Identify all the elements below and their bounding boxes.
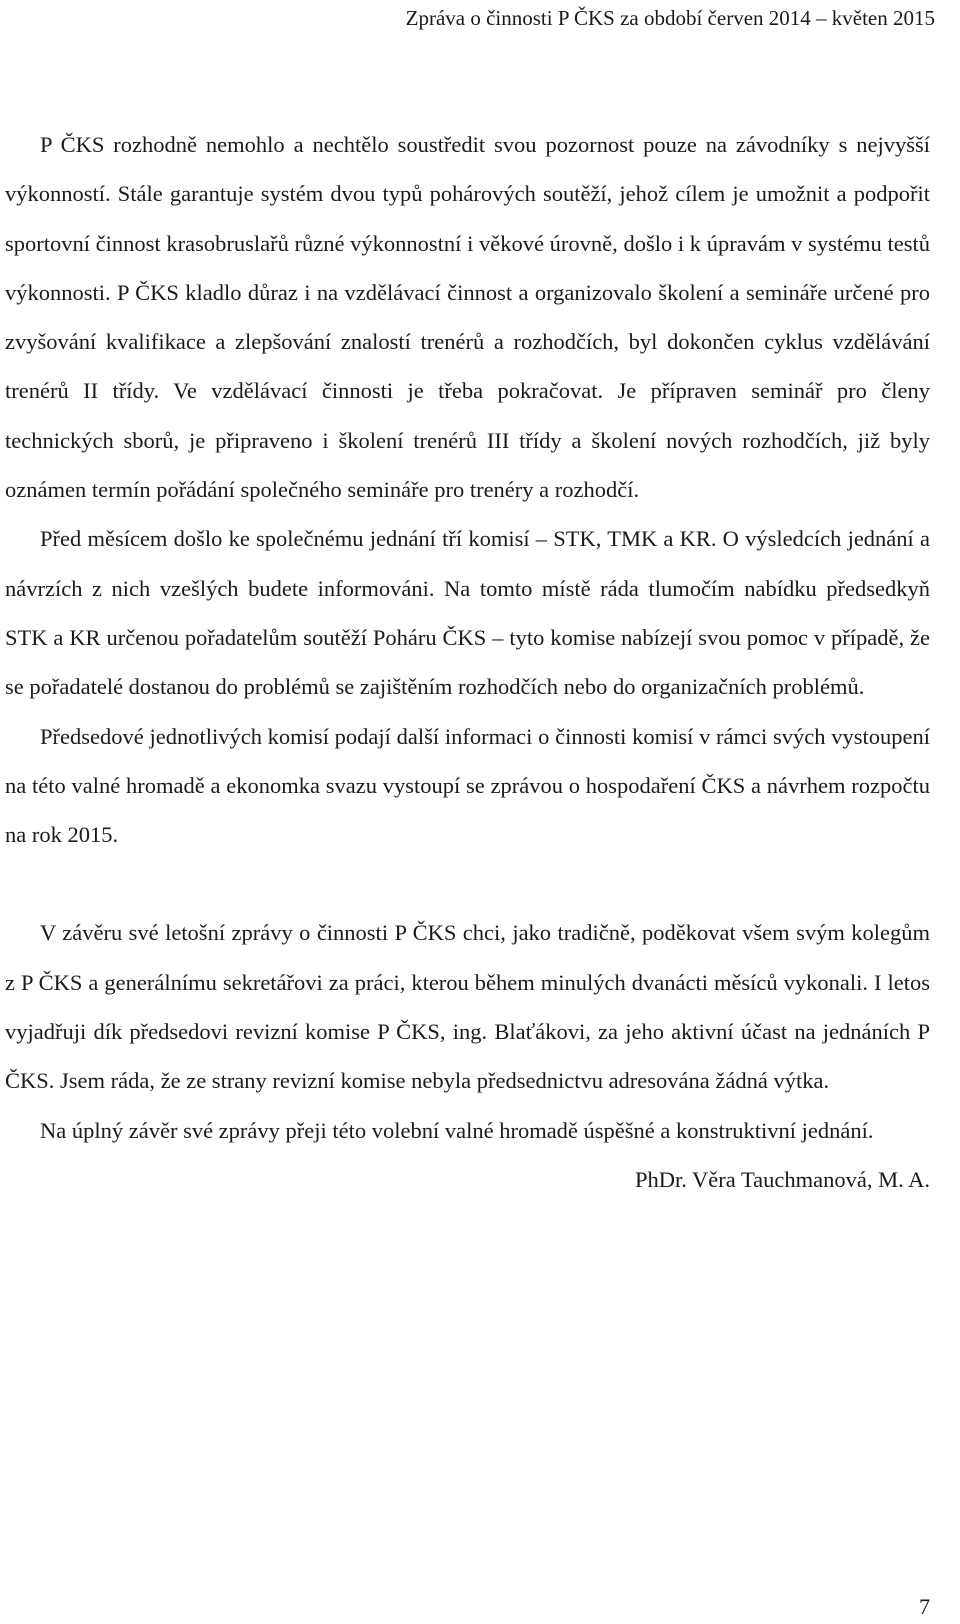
paragraph: V závěru své letošní zprávy o činnosti P ČKS chci, jako tradičně, poděkovat všem svým kolegům z P ČKS a generálnímu sekretářovi za práci, kterou během minulých dvanácti měsíců vykonali. I letos vyjadřuji dík předsedovi revizní komise P ČKS, ing. Blaťákovi, za jeho aktivní účast na jednáních P ČKS. Jsem ráda, že ze strany revizní komise nebyla předsednictvu adresována žádná výtka. (5, 920, 930, 1094)
paragraph: Na úplný závěr své zprávy přeji této volební valné hromadě úspěšné a konstruktivní jednání. (40, 1117, 874, 1143)
page-number: 7 (919, 1594, 930, 1619)
page-header: Zpráva o činnosti P ČKS za období červen 2014 – květen 2015 (405, 6, 935, 30)
signature: PhDr. Věra Tauchmanová, M. A. (634, 1166, 930, 1192)
document-body (5, 120, 930, 1204)
paragraph: Předsedové jednotlivých komisí podají další informaci o činnosti komisí v rámci svých vystoupení na této valné hromadě a ekonomka svazu vystoupí se zprávou o hospodaření ČKS a návrhem rozpočtu na rok 2015. (5, 723, 930, 848)
paragraph: P ČKS rozhodně nemohlo a nechtělo soustředit svou pozornost pouze na závodníky s nejvyšší výkonností. Stále garantuje systém dvou typů pohárových soutěží, jehož cílem je umožnit a podpořit sportovní činnost krasobruslařů různé výkonnostní i věkové úrovně, došlo i k úpravám v systému testů výkonnosti. P ČKS kladlo důraz i na vzdělávací činnost a organizovalo školení a semináře určené pro zvyšování kvalifikace a zlepšování znalostí trenérů a rozhodčích, byl dokončen cyklus vzdělávání trenérů II třídy. Ve vzdělávací činnosti je třeba pokračovat. Je přípraven seminář pro členy technických sborů, je připraveno i školení trenérů III třídy a školení nových rozhodčích, již byly oznámen termín pořádání společného semináře pro trenéry a rozhodčí. (5, 132, 930, 503)
paragraph: Před měsícem došlo ke společnému jednání tří komisí – STK, TMK a KR. O výsledcích jednání a návrzích z nich vzešlých budete informováni. Na tomto místě ráda tlumočím nabídku předsedkyň STK a KR určenou pořadatelům soutěží Poháru ČKS – tyto komise nabízejí svou pomoc v případě, že se pořadatelé dostanou do problémů se zajištěním rozhodčích nebo do organizačních problémů. (5, 526, 930, 700)
